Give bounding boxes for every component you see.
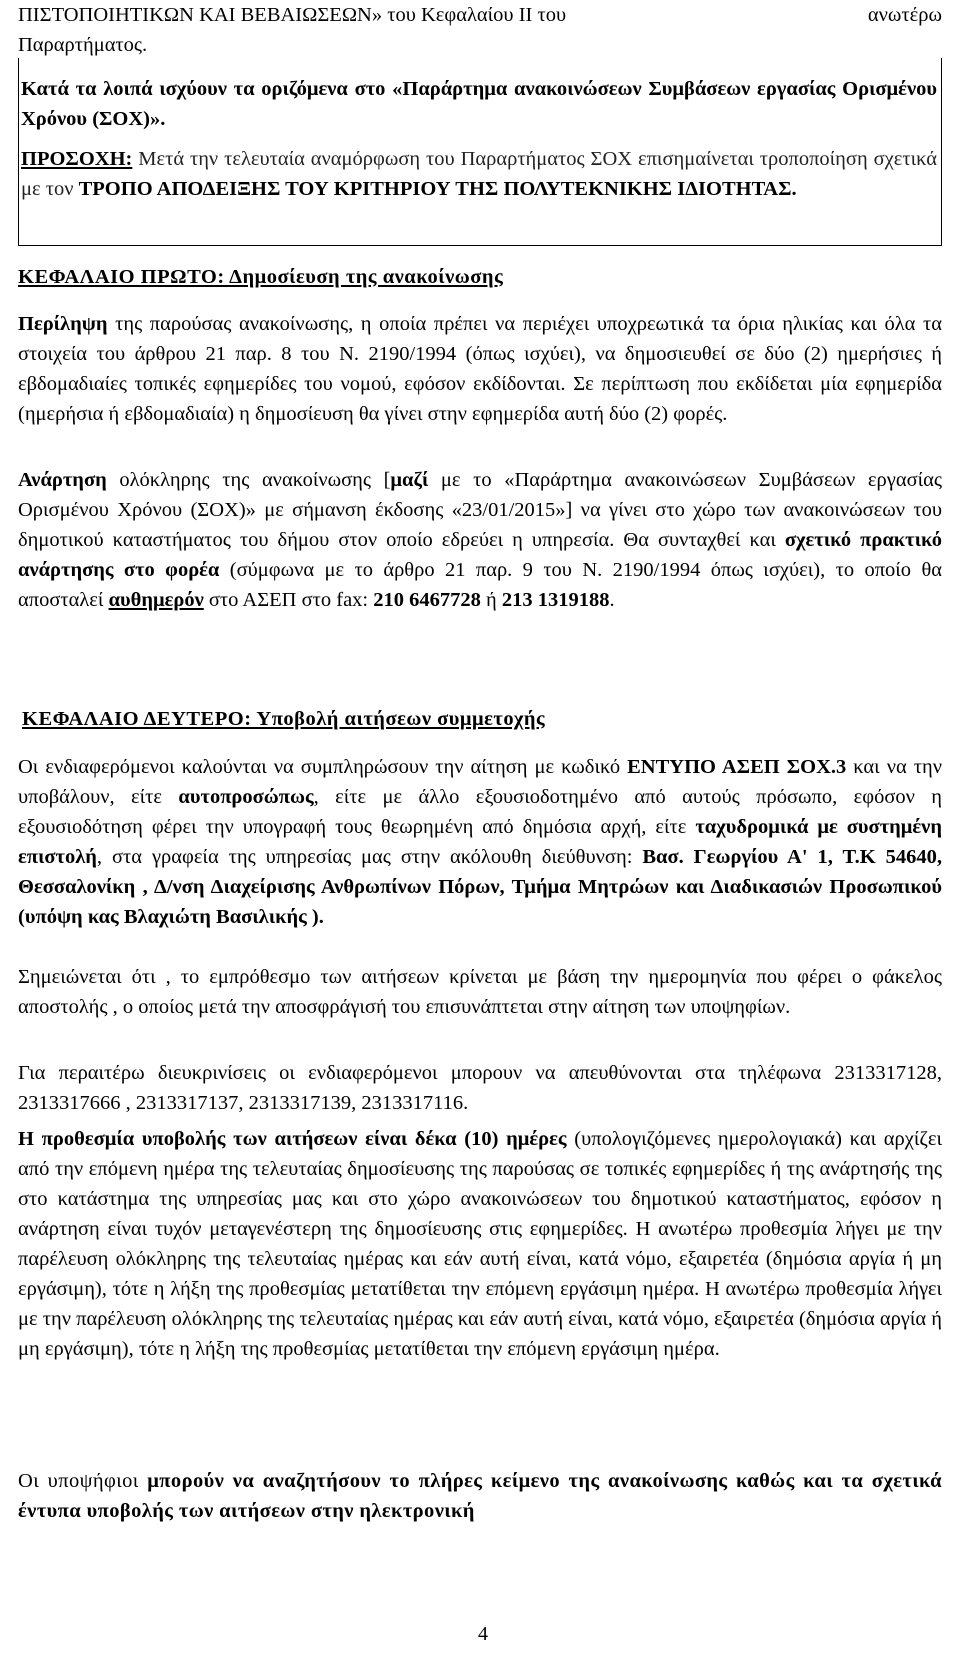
summary-label: Περίληψη xyxy=(18,313,108,335)
notice-text: Μετά την τελευταία αναμόρφωση του Παραρτήματος ΣΟΧ επισημαίνεται τροποποίηση σχετικά με τον xyxy=(21,148,937,200)
posting-label: Ανάρτηση xyxy=(18,469,107,491)
posting-text-6: . xyxy=(609,589,615,611)
posting-emphasis-record: σχετικό πρακτικό ανάρτησης στο φορέα xyxy=(18,529,942,581)
chapter-1-paragraph-2 xyxy=(18,465,942,615)
posting-text-5: ή xyxy=(480,589,502,611)
application-text-3: , είτε με άλλο εξουσιοδοτημένο από αυτούς πρόσωπο, εφόσον η εξουσιοδότηση φέρει την υπογραφή τους θεωρημένη από δημόσια αρχή, είτε xyxy=(18,786,943,838)
chapter-2-paragraph-3: Για περαιτέρω διευκρινίσεις οι ενδιαφερόμενοι μπορουν να απευθύνονται στα τηλέφωνα 2313317128, 2313317666 , 2313317137, 2313317139, 2313317116. xyxy=(18,1062,942,1114)
deadline-emphasis: Η προθεσμία υποβολής των αιτήσεων είναι δέκα (10) ημέρες xyxy=(18,1128,567,1150)
continuation-line-2: Παραρτήματος. xyxy=(18,34,148,56)
chapter-1-paragraph-1 xyxy=(18,309,942,429)
registered-mail-label: ταχυδρομικά με συστημένη επιστολή xyxy=(18,816,942,868)
candidates-text: Οι υποψήφιοι xyxy=(18,1470,148,1492)
continuation-text xyxy=(18,0,942,60)
posting-text-1: ολόκληρης της ανακοίνωσης [ xyxy=(106,469,391,491)
notice-box xyxy=(18,58,942,246)
posting-text-3: (σύμφωνα με το άρθρο 21 παρ. 9 του Ν. 2190/1994 όπως ισχύει), το οποίο θα αποσταλεί xyxy=(18,559,943,611)
fax-number-2: 213 1319188 xyxy=(501,589,610,611)
chapter-2-paragraph-2: Σημειώνεται ότι , το εμπρόθεσμο των αιτήσεων κρίνεται με βάση την ημερομηνία που φέρει ο φάκελος αποστολής , ο οποίος μετά την αποσφράγισή του επισυνάπτεται στην αίτηση των υποψηφίων. xyxy=(18,966,942,1018)
chapter-2-paragraph-5 xyxy=(18,1466,942,1526)
fax-number-1: 210 6467728 xyxy=(373,589,481,611)
chapter-2-heading: ΚΕΦΑΛΑΙΟ ΔΕΥΤΕΡΟ: Υποβολή αιτήσεων συμμετοχής xyxy=(22,708,546,730)
in-person-label: αυτοπροσώπως xyxy=(178,786,314,808)
notice-paragraph-1: Κατά τα λοιπά ισχύουν τα οριζόμενα στο «Παράρτημα ανακοινώσεων Συμβάσεων εργασίας Ορισμένου Χρόνου (ΣΟΧ)». xyxy=(21,78,937,130)
postal-address: Βασ. Γεωργίου Α' 1, Τ.Κ 54640, Θεσσαλονίκη , Δ/νση Διαχείρισης Ανθρωπίνων Πόρων, Τμήμα Μητρώων και Διαδικασιών Προσωπικού (υπόψη κας Βλαχιώτη Βασιλικής ). xyxy=(18,846,942,928)
posting-text-2: με το «Παράρτημα ανακοινώσεων Συμβάσεων εργασίας Ορισμένου Χρόνου (ΣΟΧ)» με σήμανση έκδοσης «23/01/2015»] να γίνει στο χώρο των ανακοινώσεων του δημοτικού καταστήματος του δήμου στον οποίο εδρεύει η υπηρεσία. Θα συνταχθεί και xyxy=(18,469,942,551)
form-code: ΕΝΤΥΠΟ ΑΣΕΠ ΣΟΧ.3 xyxy=(627,756,847,778)
continuation-line-1-end: ανωτέρω xyxy=(867,4,942,26)
summary-text: της παρούσας ανακοίνωσης, η οποία πρέπει να περιέχει υποχρεωτικά τα όρια ηλικίας και όλα τα στοιχεία του άρθρου 21 παρ. 8 του Ν. 2190/1994 (όπως ισχύει), να δημοσιευθεί σε δύο (2) ημερήσιες ή εβδομαδιαίες τοπικές εφημερίδες του νομού, εφόσον εκδίδονται. Σε περίπτωση που εκδίδεται μία εφημερίδα (ημερήσια ή εβδομαδιαία) η δημοσίευση θα γίνει στην εφημερίδα αυτή δύο (2) φορές. xyxy=(18,313,942,425)
page-number: 4 xyxy=(478,1623,488,1645)
application-text-4: , στα γραφεία της υπηρεσίας μας στην ακόλουθη διεύθυνση: xyxy=(96,846,643,868)
notice-emphasis: ΤΡΟΠΟ ΑΠΟΔΕΙΞΗΣ ΤΟΥ ΚΡΙΤΗΡΙΟΥ ΤΗΣ ΠΟΛΥΤΕΚΝΙΚΗΣ ΙΔΙΟΤΗΤΑΣ. xyxy=(78,178,797,200)
attention-label: ΠΡΟΣΟΧΗ: xyxy=(21,148,133,170)
posting-text-4: στο ΑΣΕΠ στο fax: xyxy=(203,589,374,611)
application-text-2: και να την υποβάλουν, είτε xyxy=(18,756,942,808)
posting-emphasis-together: μαζί xyxy=(390,469,429,491)
application-text-1: Οι ενδιαφερόμενοι καλούνται να συμπληρώσουν την αίτηση με κωδικό xyxy=(18,756,628,778)
deadline-text: (υπολογιζόμενες ημερολογιακά) και αρχίζει από την επόμενη ημέρα της τελευταίας δημοσίευσης της παρούσας σε τοπικές εφημερίδες ή της ανάρτησής της στο κατάστημα της υπηρεσίας μας και στο χώρο ανακοινώσεων του δημοτικού καταστήματος, εφόσον η ανάρτηση είναι τυχόν μεταγενέστερη της δημοσίευσης στις εφημερίδες. Η ανωτέρω προθεσμία λήγει με την παρέλευση ολόκληρης της τελευταίας ημέρας και εάν αυτή είναι, κατά νόμο, εξαιρετέα (δημόσια αργία ή μη εργάσιμη), τότε η λήξη της προθεσμίας μετατίθεται την επόμενη εργάσιμη ημέρα. Η ανωτέρω προθεσμία λήγει με την παρέλευση ολόκληρης της τελευταίας ημέρας και εάν αυτή είναι, κατά νόμο, εξαιρετέα (δημόσια αργία ή μη εργάσιμη), τότε η λήξη της προθεσμίας μετατίθεται την επόμενη εργάσιμη ημέρα. xyxy=(18,1128,942,1360)
candidates-emphasis: μπορούν να αναζητήσουν το πλήρες κείμενο της ανακοίνωσης καθώς και τα σχετικά έντυπα υποβολής των αιτήσεων στην ηλεκτρονική xyxy=(18,1470,943,1522)
notice-paragraph-2 xyxy=(21,144,937,204)
continuation-line-1: ΠΙΣΤΟΠΟΙΗΤΙΚΩΝ ΚΑΙ ΒΕΒΑΙΩΣΕΩΝ» του Κεφαλαίου ΙΙ του xyxy=(18,4,567,26)
posting-emphasis-same-day: αυθημερόν xyxy=(108,589,204,611)
chapter-2-paragraph-1 xyxy=(18,752,942,932)
chapter-2-paragraph-4 xyxy=(18,1124,942,1364)
chapter-1-heading: ΚΕΦΑΛΑΙΟ ΠΡΩΤΟ: Δημοσίευση της ανακοίνωσης xyxy=(18,266,504,288)
document-page xyxy=(18,0,942,1655)
